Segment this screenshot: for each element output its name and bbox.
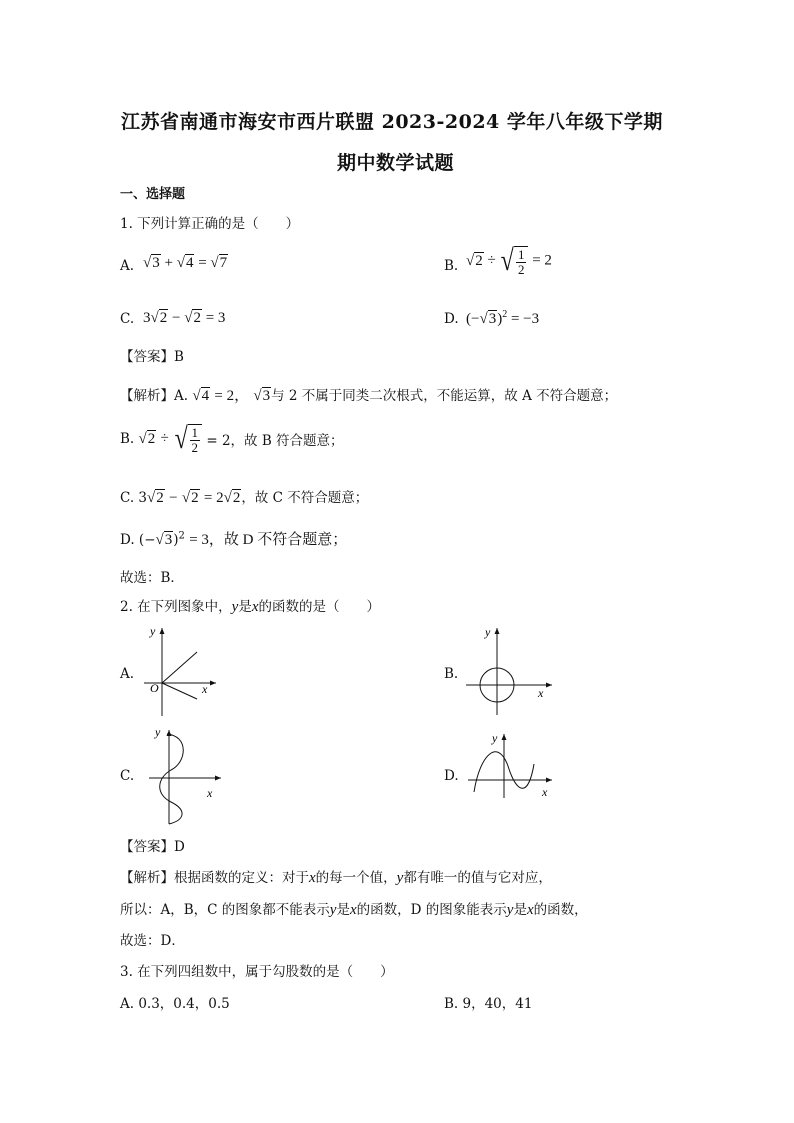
q2-graph-a-y-arrow [160, 628, 165, 634]
q1-option-b-label: B. [444, 258, 459, 274]
q2-graph-d [462, 730, 557, 805]
q1-analysis-b: B. √2 ÷ √ $\frac{1}{2}$ = 2，故 B 符合题意； [120, 422, 344, 456]
q2-graph-a-y-label: y [150, 624, 156, 638]
q2-option-c-label: C. [120, 768, 135, 784]
q3-option-a: A. 0.3，0.4，0.5 [120, 996, 230, 1012]
q1-option-a-label: A. [120, 258, 135, 274]
q2-graph-c [145, 722, 225, 827]
section-heading: 一、选择题 [120, 187, 186, 202]
q2-answer: 【答案】D [120, 839, 185, 855]
q2-graph-d-x-arrow [546, 778, 552, 783]
q2-graph-d-y-arrow [502, 734, 507, 740]
q2-analysis-line-1: 【解析】根据函数的定义：对于x的每一个值，y都有唯一的值与它对应， [120, 870, 552, 886]
q1-analysis-d: D. $(-√3)^2 = 3$，故 D 不符合题意； [120, 530, 348, 548]
q2-graph-a [140, 620, 220, 720]
q2-graph-b-y-arrow [495, 628, 500, 634]
q2-graph-d-x-label: x [542, 785, 548, 799]
q1-conclusion: 故选：B． [120, 570, 184, 586]
q2-graph-b-x-label: x [538, 686, 544, 700]
q2-option-a-label: A. [120, 666, 135, 682]
q2-analysis-line-2: 所以：A，B，C 的图象都不能表示y是x的函数，D 的图象能表示y是x的函数， [120, 902, 588, 918]
q1-analysis-c: C. 3√2 − √2 = 2√2，故 C 不符合题意； [120, 490, 369, 506]
q2-graph-c-y-label: y [155, 725, 161, 739]
q2-graph-c-x-arrow [215, 776, 221, 781]
q1-analysis-a: 【解析】A. √4 = 2， √3与 2 不属于同类二次根式，不能运算，故 A 不符合题意； [120, 388, 618, 404]
q2-graph-c-x-label: x [207, 786, 213, 800]
q2-conclusion: 故选：D． [120, 933, 185, 949]
q2-graph-b-y-label: y [485, 625, 491, 639]
q1-option-b-expr: √2 ÷ √ $\frac{1}{2}$ = 2 [466, 244, 552, 278]
q1-option-a-expr: √3 + √4 = √7 [143, 255, 228, 271]
q2-graph-a-x-arrow [210, 681, 216, 686]
q2-graph-b [462, 622, 557, 717]
q3-option-b: B. 9，40，41 [444, 996, 533, 1012]
q1-stem: 1. 下列计算正确的是（ ） [120, 216, 300, 232]
q2-graph-c-curve [160, 734, 184, 824]
q2-graph-a-ray-up [162, 652, 197, 683]
q1-option-d-label: D. [444, 311, 459, 327]
title-line-1: 江苏省南通市海安市西片联盟 2023-2024 学年八年级下学期 [121, 111, 663, 133]
q2-stem: 2. 在下列图象中，y是x的函数的是（ ） [120, 599, 381, 615]
q2-option-b-label: B. [444, 666, 459, 682]
q2-graph-a-ray-down [162, 683, 197, 699]
q2-graph-d-y-label: y [492, 731, 498, 745]
q3-stem: 3. 在下列四组数中，属于勾股数的是（ ） [120, 964, 394, 980]
q2-graph-a-origin-label: O [150, 681, 159, 695]
q1-option-d-expr: $(-√3)^2 = -3$ [466, 309, 540, 327]
q1-option-c-expr: 3√2 − √2 = 3 [143, 310, 226, 326]
q2-option-d-label: D. [444, 768, 459, 784]
q2-graph-a-x-label: x [202, 682, 208, 696]
title-line-2: 期中数学试题 [337, 152, 455, 174]
q1-answer: 【答案】B [120, 349, 184, 365]
q1-option-c-label: C. [120, 311, 135, 327]
q2-graph-b-x-arrow [546, 683, 552, 688]
